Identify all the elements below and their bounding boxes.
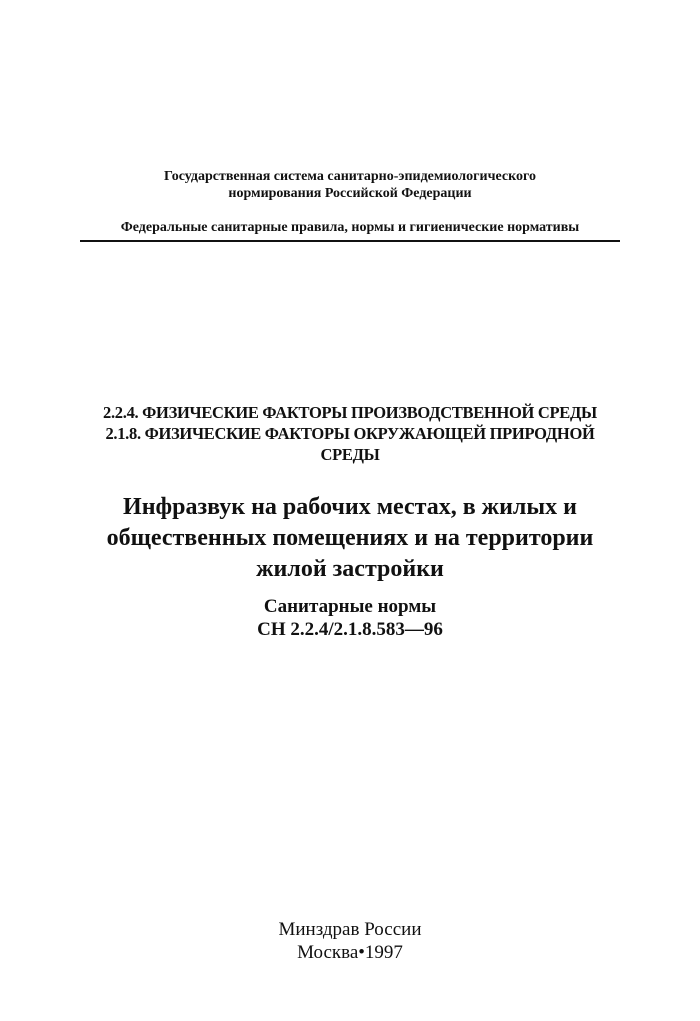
header-line-1: Государственная система санитарно-эпидемиологического bbox=[164, 169, 536, 184]
document-title-line-3: жилой застройки bbox=[256, 556, 444, 582]
document-type: Санитарные нормы bbox=[263, 596, 437, 617]
document-title-line-1: Инфразвук на рабочих местах, в жилых и bbox=[123, 494, 577, 520]
document-title-line-2: общественных помещениях и на территории bbox=[106, 525, 594, 551]
header-line-3: Федеральные санитарные правила, нормы и гигиенические нормативы bbox=[120, 220, 580, 235]
section-heading-1: 2.2.4. ФИЗИЧЕСКИЕ ФАКТОРЫ ПРОИЗВОДСТВЕННОЙ СРЕДЫ bbox=[103, 403, 597, 422]
header-divider bbox=[80, 240, 620, 242]
publisher-name: Минздрав России bbox=[278, 919, 422, 940]
section-heading-2: 2.1.8. ФИЗИЧЕСКИЕ ФАКТОРЫ ОКРУЖАЮЩЕЙ ПРИРОДНОЙ bbox=[105, 424, 595, 443]
publication-place-year: Москва•1997 bbox=[297, 942, 403, 963]
document-code: СН 2.2.4/2.1.8.583—96 bbox=[257, 619, 443, 640]
section-heading-3: СРЕДЫ bbox=[320, 445, 380, 464]
header-line-2: нормирования Российской Федерации bbox=[228, 186, 472, 201]
